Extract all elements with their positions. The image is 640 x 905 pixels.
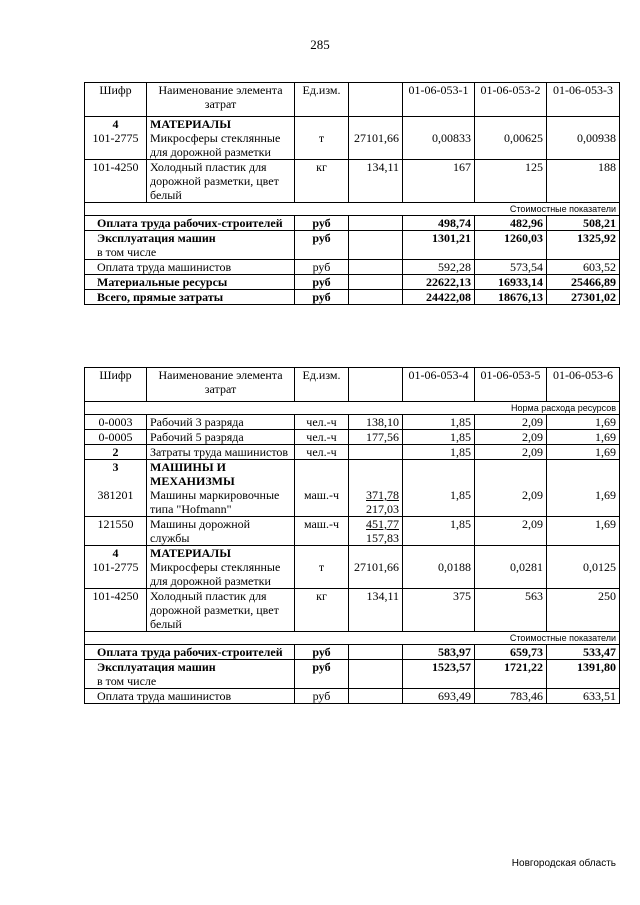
row-code: 0-0005 bbox=[85, 430, 147, 445]
row-price: 138,10 bbox=[349, 415, 403, 430]
section-number: 4 bbox=[112, 546, 119, 560]
cost-unit: руб bbox=[295, 275, 349, 290]
cost-value-1: 1523,57 bbox=[403, 660, 475, 689]
cost-value-3: 1391,80 bbox=[547, 660, 620, 689]
row-value-2: 2,09 bbox=[475, 460, 547, 517]
section-title: МАТЕРИАЛЫ bbox=[150, 546, 231, 560]
cost-unit: руб bbox=[295, 216, 349, 231]
cost-unit: руб bbox=[295, 260, 349, 275]
header-price bbox=[349, 83, 403, 117]
header-code-col-1: 01-06-053-1 bbox=[403, 83, 475, 117]
cost-row bbox=[85, 275, 620, 290]
row-value-1: 167 bbox=[403, 160, 475, 203]
cost-price bbox=[349, 231, 403, 260]
cost-title: Эксплуатация машин bbox=[97, 231, 216, 245]
cost-unit: руб bbox=[295, 290, 349, 305]
row-value-1: 1,85 bbox=[403, 460, 475, 517]
row-value-3: 0,0125 bbox=[547, 546, 620, 589]
cost-name: Оплата труда рабочих-строителей bbox=[85, 216, 295, 231]
cost-value-2: 18676,13 bbox=[475, 290, 547, 305]
cost-name: Оплата труда рабочих-строителей bbox=[85, 645, 295, 660]
row-name: Затраты труда машинистов bbox=[147, 445, 295, 460]
table-row bbox=[85, 160, 620, 203]
table-row bbox=[85, 445, 620, 460]
region-footer: Новгородская область bbox=[511, 858, 616, 869]
page-number: 285 bbox=[310, 37, 330, 52]
cost-name bbox=[85, 660, 295, 689]
row-value-3: 1,69 bbox=[547, 430, 620, 445]
cost-price bbox=[349, 660, 403, 689]
cost-value-1: 693,49 bbox=[403, 689, 475, 704]
cost-price bbox=[349, 290, 403, 305]
row-unit: т bbox=[295, 546, 349, 589]
row-code: 121550 bbox=[85, 517, 147, 546]
header-name: Наименование элемента затрат bbox=[147, 368, 295, 402]
table-row bbox=[85, 117, 620, 160]
cost-value-3: 603,52 bbox=[547, 260, 620, 275]
cost-row bbox=[85, 216, 620, 231]
row-unit: маш.-ч bbox=[295, 517, 349, 546]
cost-name: Оплата труда машинистов bbox=[85, 260, 295, 275]
header-code-col-2: 01-06-053-5 bbox=[475, 368, 547, 402]
row-code bbox=[85, 460, 147, 517]
table-row bbox=[85, 460, 620, 517]
cost-row bbox=[85, 231, 620, 260]
row-value-2: 2,09 bbox=[475, 415, 547, 430]
row-value-3: 250 bbox=[547, 589, 620, 632]
section-title: МАШИНЫ И МЕХАНИЗМЫ bbox=[150, 460, 235, 488]
machine-code: 381201 bbox=[97, 488, 134, 502]
cost-price bbox=[349, 260, 403, 275]
cost-value-3: 633,51 bbox=[547, 689, 620, 704]
resource-table-1 bbox=[84, 82, 620, 305]
row-price: 27101,66 bbox=[349, 117, 403, 160]
row-code: 101-4250 bbox=[85, 589, 147, 632]
header-code: Шифр bbox=[85, 368, 147, 402]
cost-indicators-label: Стоимостные показатели bbox=[85, 203, 620, 216]
section-title: МАТЕРИАЛЫ bbox=[150, 117, 231, 131]
row-value-3: 188 bbox=[547, 160, 620, 203]
row-price bbox=[349, 445, 403, 460]
header-code-col-1: 01-06-053-4 bbox=[403, 368, 475, 402]
cost-value-3: 27301,02 bbox=[547, 290, 620, 305]
row-value-2: 2,09 bbox=[475, 430, 547, 445]
section-number: 4 bbox=[112, 117, 119, 131]
row-value-3: 1,69 bbox=[547, 415, 620, 430]
row-name: Холодный пластик для дорожной разметки, цвет белый bbox=[147, 160, 295, 203]
row-name: Рабочий 3 разряда bbox=[147, 415, 295, 430]
row-value-1: 1,85 bbox=[403, 430, 475, 445]
table-row bbox=[85, 517, 620, 546]
row-code: 0-0003 bbox=[85, 415, 147, 430]
band-row bbox=[85, 402, 620, 415]
header-code-col-2: 01-06-053-2 bbox=[475, 83, 547, 117]
cost-value-1: 24422,08 bbox=[403, 290, 475, 305]
row-unit: кг bbox=[295, 589, 349, 632]
row-value-2: 2,09 bbox=[475, 517, 547, 546]
header-code-col-3: 01-06-053-6 bbox=[547, 368, 620, 402]
header-code-col-3: 01-06-053-3 bbox=[547, 83, 620, 117]
cost-price bbox=[349, 275, 403, 290]
row-value-2: 125 bbox=[475, 160, 547, 203]
cost-row bbox=[85, 645, 620, 660]
row-price: 134,11 bbox=[349, 160, 403, 203]
cost-price bbox=[349, 689, 403, 704]
cost-row bbox=[85, 660, 620, 689]
row-value-1: 0,0188 bbox=[403, 546, 475, 589]
machine-name: Машины маркировочные типа "Hofmann" bbox=[150, 488, 280, 516]
row-code: 101-4250 bbox=[85, 160, 147, 203]
row-price: 134,11 bbox=[349, 589, 403, 632]
header-code: Шифр bbox=[85, 83, 147, 117]
row-name: Холодный пластик для дорожной разметки, цвет белый bbox=[147, 589, 295, 632]
row-value-1: 1,85 bbox=[403, 415, 475, 430]
header-unit: Ед.изм. bbox=[295, 368, 349, 402]
cost-value-2: 482,96 bbox=[475, 216, 547, 231]
row-unit: кг bbox=[295, 160, 349, 203]
cost-name: Оплата труда машинистов bbox=[85, 689, 295, 704]
table-row bbox=[85, 430, 620, 445]
cost-value-1: 592,28 bbox=[403, 260, 475, 275]
row-name bbox=[147, 460, 295, 517]
cost-row bbox=[85, 260, 620, 275]
cost-row bbox=[85, 689, 620, 704]
row-value-3: 0,00938 bbox=[547, 117, 620, 160]
cost-name bbox=[85, 231, 295, 260]
row-name: Рабочий 5 разряда bbox=[147, 430, 295, 445]
row-value-1: 1,85 bbox=[403, 517, 475, 546]
row-value-2: 2,09 bbox=[475, 445, 547, 460]
row-value-1: 375 bbox=[403, 589, 475, 632]
table-row bbox=[85, 546, 620, 589]
cost-value-3: 533,47 bbox=[547, 645, 620, 660]
row-code: 2 bbox=[85, 445, 147, 460]
row-value-2: 0,00625 bbox=[475, 117, 547, 160]
cost-value-2: 1721,22 bbox=[475, 660, 547, 689]
cost-name: Материальные ресурсы bbox=[85, 275, 295, 290]
row-code bbox=[85, 546, 147, 589]
row-value-1: 0,00833 bbox=[403, 117, 475, 160]
cost-value-2: 16933,14 bbox=[475, 275, 547, 290]
cost-subtitle: в том числе bbox=[97, 245, 157, 259]
cost-name: Всего, прямые затраты bbox=[85, 290, 295, 305]
row-name: Машины дорожной службы bbox=[147, 517, 295, 546]
row-unit: маш.-ч bbox=[295, 460, 349, 517]
cost-unit: руб bbox=[295, 660, 349, 689]
table-header-row bbox=[85, 368, 620, 402]
cost-price bbox=[349, 216, 403, 231]
row-value-3: 1,69 bbox=[547, 460, 620, 517]
material-name: Микросферы стеклянные для дорожной разметки bbox=[150, 560, 281, 588]
cost-row bbox=[85, 290, 620, 305]
cost-value-1: 498,74 bbox=[403, 216, 475, 231]
cost-price bbox=[349, 645, 403, 660]
row-value-3: 1,69 bbox=[547, 517, 620, 546]
cost-title: Эксплуатация машин bbox=[97, 660, 216, 674]
row-value-2: 0,0281 bbox=[475, 546, 547, 589]
row-price: 451,77 157,83 bbox=[349, 517, 403, 546]
material-name: Микросферы стеклянные для дорожной разметки bbox=[150, 131, 281, 159]
cost-unit: руб bbox=[295, 689, 349, 704]
cost-unit: руб bbox=[295, 231, 349, 260]
table-row bbox=[85, 589, 620, 632]
row-name bbox=[147, 546, 295, 589]
cost-value-2: 573,54 bbox=[475, 260, 547, 275]
band-row bbox=[85, 203, 620, 216]
row-unit: т bbox=[295, 117, 349, 160]
cost-unit: руб bbox=[295, 645, 349, 660]
cost-indicators-label: Стоимостные показатели bbox=[85, 632, 620, 645]
cost-value-3: 1325,92 bbox=[547, 231, 620, 260]
table-header-row bbox=[85, 83, 620, 117]
section-number: 3 bbox=[112, 460, 119, 474]
row-price: 371,78 217,03 bbox=[349, 460, 403, 517]
cost-value-2: 783,46 bbox=[475, 689, 547, 704]
row-value-1: 1,85 bbox=[403, 445, 475, 460]
cost-subtitle: в том числе bbox=[97, 674, 157, 688]
row-code bbox=[85, 117, 147, 160]
resource-table-2 bbox=[84, 367, 620, 704]
cost-value-1: 1301,21 bbox=[403, 231, 475, 260]
row-price: 177,56 bbox=[349, 430, 403, 445]
table-row bbox=[85, 415, 620, 430]
header-price bbox=[349, 368, 403, 402]
cost-value-1: 22622,13 bbox=[403, 275, 475, 290]
row-unit: чел.-ч bbox=[295, 445, 349, 460]
cost-value-3: 508,21 bbox=[547, 216, 620, 231]
row-unit: чел.-ч bbox=[295, 430, 349, 445]
resource-norm-label: Норма расхода ресурсов bbox=[85, 402, 620, 415]
cost-value-2: 659,73 bbox=[475, 645, 547, 660]
header-unit: Ед.изм. bbox=[295, 83, 349, 117]
material-code: 101-2775 bbox=[92, 131, 139, 145]
cost-value-2: 1260,03 bbox=[475, 231, 547, 260]
row-value-2: 563 bbox=[475, 589, 547, 632]
cost-value-1: 583,97 bbox=[403, 645, 475, 660]
cost-value-3: 25466,89 bbox=[547, 275, 620, 290]
row-price: 27101,66 bbox=[349, 546, 403, 589]
row-unit: чел.-ч bbox=[295, 415, 349, 430]
material-code: 101-2775 bbox=[92, 560, 139, 574]
header-name: Наименование элемента затрат bbox=[147, 83, 295, 117]
row-name bbox=[147, 117, 295, 160]
band-row bbox=[85, 632, 620, 645]
row-value-3: 1,69 bbox=[547, 445, 620, 460]
